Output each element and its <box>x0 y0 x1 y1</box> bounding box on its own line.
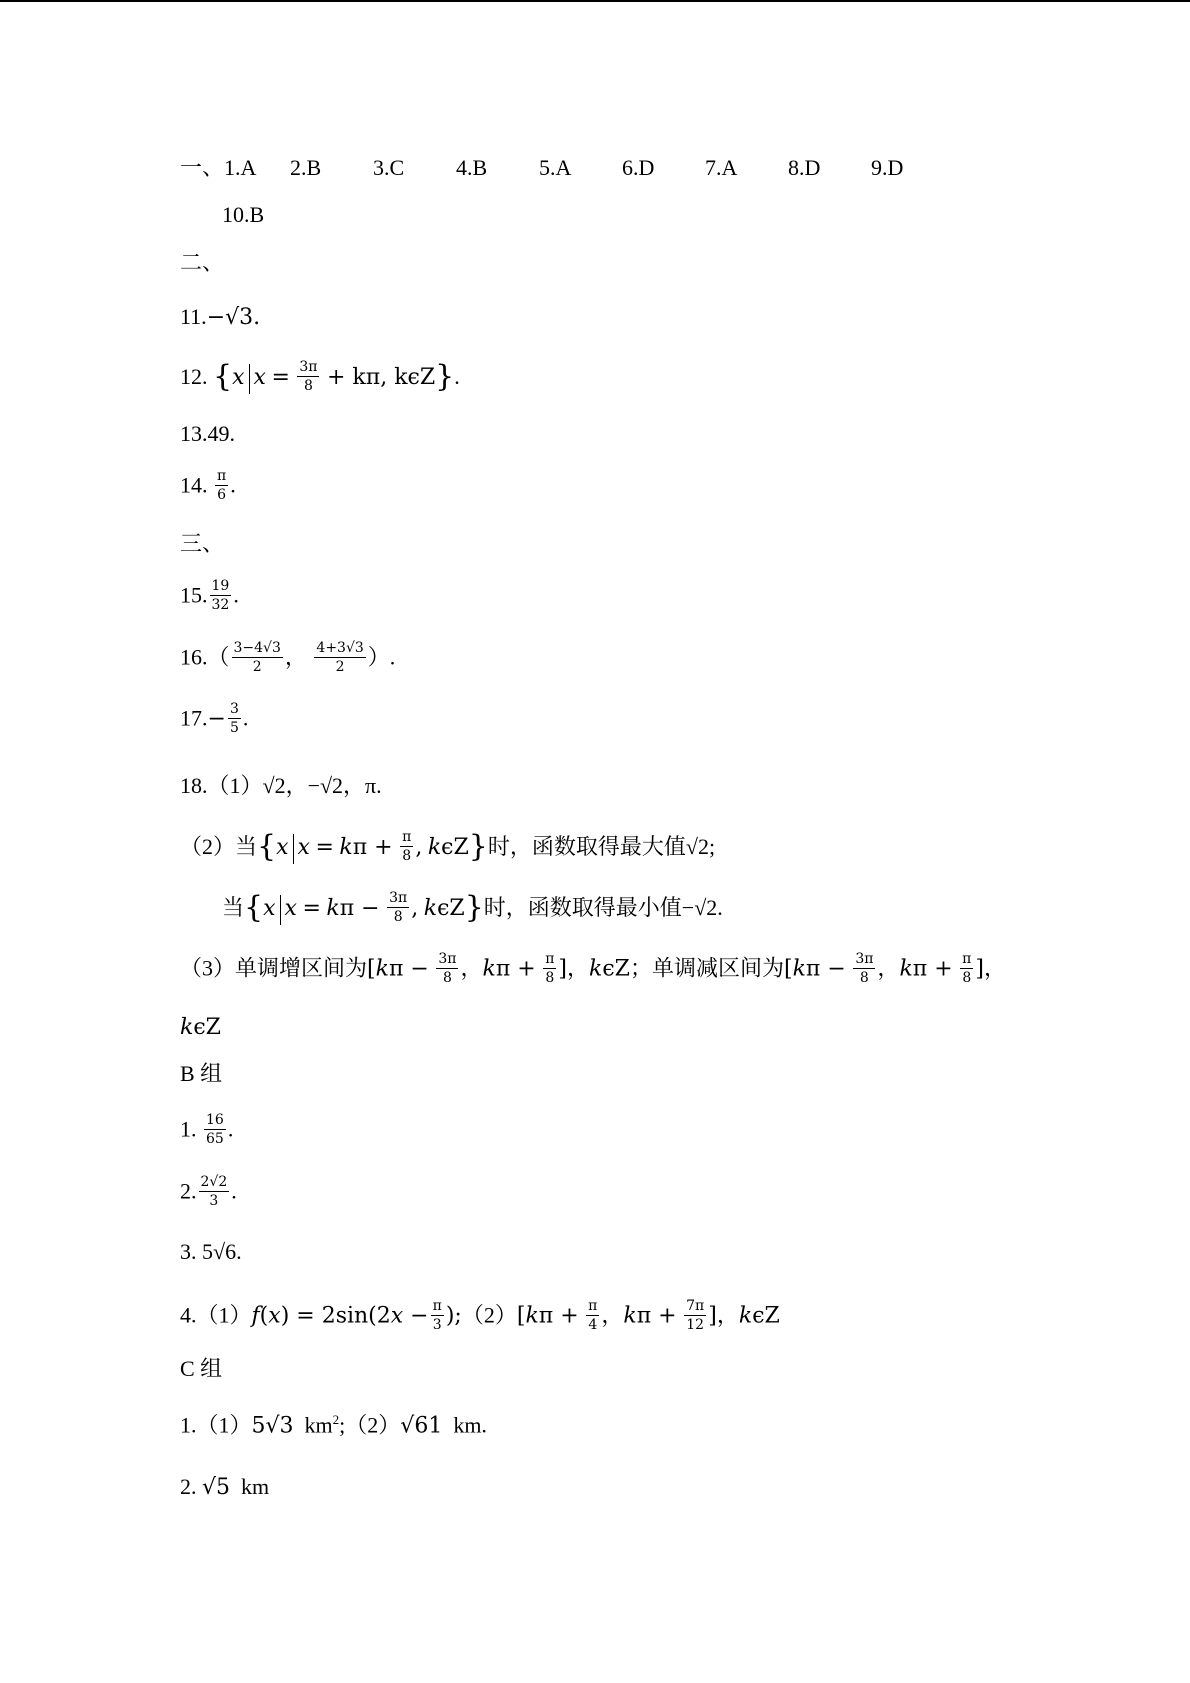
top-border <box>0 0 1190 2</box>
q16-fraction-1: $\frac{3-4√3}{2}$ <box>233 640 281 676</box>
answer-9: 9.D <box>871 155 904 180</box>
section2-label: 二、 <box>180 250 225 275</box>
answer-7: 7.A <box>705 155 738 180</box>
b2-fraction: $\frac{2√2}{3}$ <box>200 1174 228 1210</box>
section3-label: 三、 <box>180 531 225 556</box>
q18-part2: （2）当{x x = kπ + $\frac{\pi}{8}$ , kϵZ}时，函数取得最大值√2; <box>180 829 716 865</box>
q16: 16.（ $\frac{3-4√3}{2}$ ， $\frac{4+3√3}{2}$ ）. <box>180 640 396 676</box>
q18-part2b-fraction: $\frac{3\pi}{8}$ <box>389 890 408 926</box>
q11: 11.−√3. <box>180 304 261 330</box>
group-c-label: C 组 <box>180 1356 223 1381</box>
answer-5: 5.A <box>539 155 572 180</box>
group-b-label: B 组 <box>180 1061 223 1086</box>
q18-part1: 18.（1）√2，−√2，π. <box>180 773 382 798</box>
section1-label: 一、 <box>180 155 225 180</box>
answer-2: 2.B <box>290 155 322 180</box>
answer-10: 10.B <box>222 202 265 227</box>
section1-line <box>180 157 954 179</box>
q17-fraction: $\frac{3}{5}$ <box>229 701 239 737</box>
q15-fraction: $\frac{19}{32}$ <box>211 578 230 614</box>
q17: 17.− $\frac{3}{5}$ . <box>180 701 249 737</box>
q16-fraction-2: $\frac{4+3√3}{2}$ <box>316 640 364 676</box>
q13: 13.49. <box>180 421 235 446</box>
q11-answer: −√3. <box>206 305 261 330</box>
answer-1: 1.A <box>224 155 257 180</box>
q12-fraction: $\frac{3\pi}{8}$ <box>299 359 318 395</box>
q18-part2b: 当{x x = kπ − $\frac{3\pi}{8}$ , kϵZ}时，函数取得最小值−√2. <box>222 890 723 926</box>
answer-3: 3.C <box>373 155 405 180</box>
q12: 12. {x x = $\frac{3\pi}{8}$ + kπ, kϵZ}. <box>180 359 460 395</box>
b4: 4.（1）f(x) = 2sin(2x − $\frac{\pi}{3}$ );（2）[kπ + $\frac{\pi}{4}$ ，kπ + $\frac{7\pi}{12}$ ]，kϵZ <box>180 1298 780 1334</box>
b2: 2. $\frac{2√2}{3}$ . <box>180 1174 237 1210</box>
answer-4: 4.B <box>456 155 488 180</box>
b3: 3. 5√6. <box>180 1239 242 1264</box>
q15: 15. $\frac{19}{32}$ . <box>180 578 239 614</box>
c2: 2. √5 km <box>180 1474 270 1500</box>
q14-fraction: $\frac{\pi}{6}$ <box>217 468 227 504</box>
b1: 1. $\frac{16}{65}$ . <box>180 1112 234 1148</box>
q18-part3: （3）单调增区间为[kπ − $\frac{3\pi}{8}$ ，kπ + $\frac{\pi}{8}$ ]，kϵZ；单调减区间为[kπ − $\frac{3\pi}{8}$ ，kπ + $\frac{\pi}{8}$ ]， <box>180 951 1006 987</box>
c1: 1.（1）5√3 $km^2;(2)√61$ km. <box>180 1412 487 1439</box>
answer-6: 6.D <box>622 155 655 180</box>
q14: 14. $\frac{\pi}{6}$ . <box>180 468 236 504</box>
q18-part2-fraction: $\frac{\pi}{8}$ <box>402 829 412 865</box>
b1-fraction: $\frac{16}{65}$ <box>206 1112 224 1148</box>
answer-8: 8.D <box>788 155 821 180</box>
q18-part3-tail: kϵZ <box>180 1015 221 1040</box>
